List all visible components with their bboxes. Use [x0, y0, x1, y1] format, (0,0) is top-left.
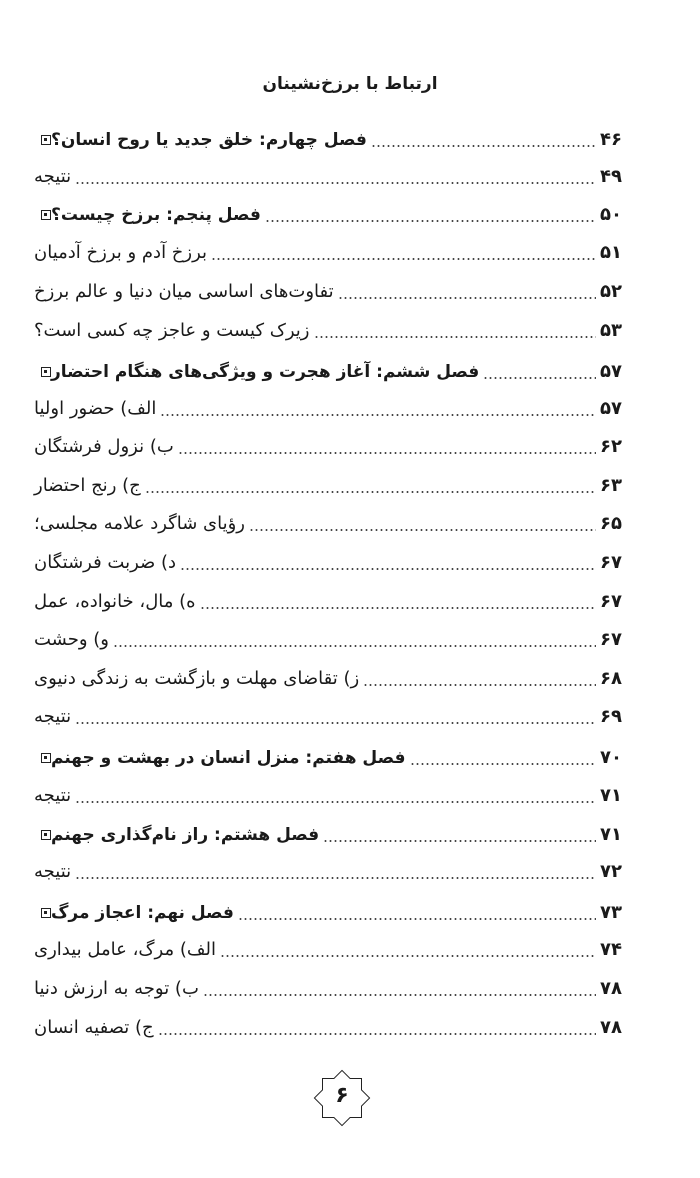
dot-leader — [220, 935, 596, 965]
entry-title-text: زیرک کیست و عاجز چه کسی است؟ — [34, 320, 310, 341]
dot-leader — [363, 664, 596, 694]
entry-page-number: ۷۸ — [600, 1017, 622, 1038]
toc-entry[interactable] — [34, 471, 626, 501]
entry-title-text: الف) مرگ، عامل بیداری — [34, 939, 216, 960]
entry-page-number: ۵۷ — [600, 398, 622, 419]
dot-leader — [238, 898, 596, 928]
entry-title — [34, 200, 261, 230]
dot-leader — [249, 509, 596, 539]
entry-page-number: ۷۲ — [600, 861, 622, 882]
dot-leader — [265, 200, 596, 230]
entry-page-number: ۵۷ — [600, 361, 622, 382]
dot-leader — [483, 357, 596, 387]
entry-page-number: ۶۷ — [600, 591, 622, 612]
dot-leader — [75, 702, 596, 732]
entry-title-text: ه) مال، خانواده، عمل — [34, 591, 196, 612]
entry-page-number: ۶۲ — [600, 436, 622, 457]
toc-entry[interactable] — [34, 1013, 626, 1043]
entry-page-number: ۶۳ — [600, 475, 622, 496]
entry-title-text: رؤیای شاگرد علامه مجلسی؛ — [34, 513, 245, 534]
running-header: ارتباط با برزخ‌نشینان — [262, 74, 438, 94]
table-of-contents — [34, 0, 626, 1080]
toc-entry[interactable] — [34, 587, 626, 617]
entry-title — [34, 974, 199, 1004]
entry-title — [34, 1013, 154, 1043]
entry-title — [34, 702, 71, 732]
dot-leader — [200, 587, 596, 617]
toc-entry[interactable] — [34, 974, 626, 1004]
toc-entry[interactable] — [34, 781, 626, 811]
entry-title — [34, 898, 234, 928]
entry-page-number: ۶۵ — [600, 513, 622, 534]
entry-title-text: ب) نزول فرشتگان — [34, 436, 174, 457]
dot-leader — [75, 781, 596, 811]
toc-entry[interactable] — [34, 316, 626, 346]
toc-entry[interactable] — [34, 548, 626, 578]
entry-page-number: ۷۳ — [600, 902, 622, 923]
dot-leader — [178, 432, 596, 462]
entry-title-text: نتیجه — [34, 166, 72, 187]
entry-title — [34, 781, 71, 811]
entry-title-text: فصل هشتم: راز نام‌گذاری جهنم — [51, 825, 320, 845]
entry-page-number: ۶۷ — [600, 629, 622, 650]
toc-chapter-entry[interactable] — [34, 898, 626, 928]
entry-title — [34, 238, 207, 268]
entry-title-text: ج) رنج احتضار — [34, 475, 141, 496]
toc-entry[interactable] — [34, 162, 626, 192]
entry-page-number: ۷۸ — [600, 978, 622, 999]
entry-title-text: برزخ آدم و برزخ آدمیان — [34, 242, 208, 263]
chapter-bullet-icon — [41, 908, 51, 918]
entry-title — [34, 432, 174, 462]
entry-page-number: ۴۹ — [600, 166, 622, 187]
dot-leader — [211, 238, 596, 268]
dot-leader — [371, 125, 596, 155]
entry-title — [34, 857, 71, 887]
entry-page-number: ۵۳ — [600, 320, 622, 341]
toc-entry[interactable] — [34, 509, 626, 539]
entry-page-number: ۵۰ — [600, 204, 622, 225]
entry-page-number: ۷۰ — [600, 747, 622, 768]
entry-title-text: و) وحشت — [34, 629, 109, 650]
toc-chapter-entry[interactable] — [34, 743, 626, 773]
toc-entry[interactable] — [34, 857, 626, 887]
toc-entry[interactable] — [34, 238, 626, 268]
dot-leader — [113, 625, 596, 655]
dot-leader — [75, 162, 596, 192]
page-number-badge — [311, 1067, 373, 1129]
toc-entry[interactable] — [34, 394, 626, 424]
entry-title — [34, 277, 334, 307]
toc-chapter-entry[interactable] — [34, 125, 626, 155]
entry-title — [34, 125, 367, 155]
dot-leader — [75, 857, 596, 887]
dot-leader — [338, 277, 596, 307]
entry-title — [34, 394, 156, 424]
entry-page-number: ۷۱ — [600, 824, 622, 845]
chapter-bullet-icon — [41, 753, 51, 763]
entry-page-number: ۵۲ — [600, 281, 622, 302]
entry-title-text: د) ضربت فرشتگان — [34, 552, 177, 573]
entry-title-text: فصل پنجم: برزخ چیست؟ — [51, 205, 261, 225]
chapter-bullet-icon — [41, 210, 51, 220]
entry-title — [34, 820, 319, 850]
entry-title — [34, 935, 216, 965]
dot-leader — [160, 394, 596, 424]
toc-chapter-entry[interactable] — [34, 820, 626, 850]
entry-title-text: فصل چهارم: خلق جدید یا روح انسان؟ — [51, 130, 367, 150]
entry-page-number: ۶۸ — [600, 668, 622, 689]
entry-title-text: تفاوت‌های اساسی میان دنیا و عالم برزخ — [34, 281, 334, 302]
toc-entry[interactable] — [34, 432, 626, 462]
entry-title-text: ب) توجه به ارزش دنیا — [34, 978, 199, 999]
dot-leader — [314, 316, 596, 346]
entry-page-number: ۶۹ — [600, 706, 622, 727]
chapter-bullet-icon — [41, 135, 51, 145]
toc-chapter-entry[interactable] — [34, 357, 626, 387]
dot-leader — [180, 548, 596, 578]
entry-title — [34, 587, 196, 617]
entry-title-text: نتیجه — [34, 706, 72, 727]
chapter-bullet-icon — [41, 830, 51, 840]
entry-title-text: فصل نهم: اعجاز مرگ — [51, 903, 234, 923]
entry-title-text: نتیجه — [34, 785, 72, 806]
entry-title — [34, 625, 109, 655]
toc-entry[interactable] — [34, 625, 626, 655]
entry-page-number: ۷۴ — [600, 939, 622, 960]
entry-title-text: ج) تصفیه انسان — [34, 1017, 154, 1038]
entry-page-number: ۷۱ — [600, 785, 622, 806]
entry-title — [34, 743, 406, 773]
page-number: ۶ — [335, 1083, 349, 1108]
dot-leader — [410, 743, 597, 773]
entry-page-number: ۶۷ — [600, 552, 622, 573]
toc-entry[interactable] — [34, 277, 626, 307]
entry-page-number: ۵۱ — [600, 242, 622, 263]
toc-entry[interactable] — [34, 702, 626, 732]
toc-entry[interactable] — [34, 935, 626, 965]
entry-title — [34, 316, 310, 346]
chapter-bullet-icon — [41, 367, 51, 377]
entry-title — [34, 471, 141, 501]
entry-title — [34, 357, 479, 387]
entry-title — [34, 162, 71, 192]
entry-title-text: الف) حضور اولیا — [34, 398, 157, 419]
entry-title-text: فصل هفتم: منزل انسان در بهشت و جهنم — [51, 748, 406, 768]
entry-title — [34, 548, 176, 578]
entry-page-number: ۴۶ — [600, 129, 622, 150]
entry-title-text: فصل ششم: آغاز هجرت و ویژگی‌های هنگام احتضار — [51, 362, 480, 382]
entry-title-text: ز) تقاضای مهلت و بازگشت به زندگی دنیوی — [34, 668, 360, 689]
dot-leader — [323, 820, 596, 850]
entry-title — [34, 664, 359, 694]
entry-title-text: نتیجه — [34, 861, 72, 882]
toc-chapter-entry[interactable] — [34, 200, 626, 230]
dot-leader — [203, 974, 596, 1004]
entry-title — [34, 509, 245, 539]
dot-leader — [145, 471, 596, 501]
toc-entry[interactable] — [34, 664, 626, 694]
dot-leader — [158, 1013, 596, 1043]
